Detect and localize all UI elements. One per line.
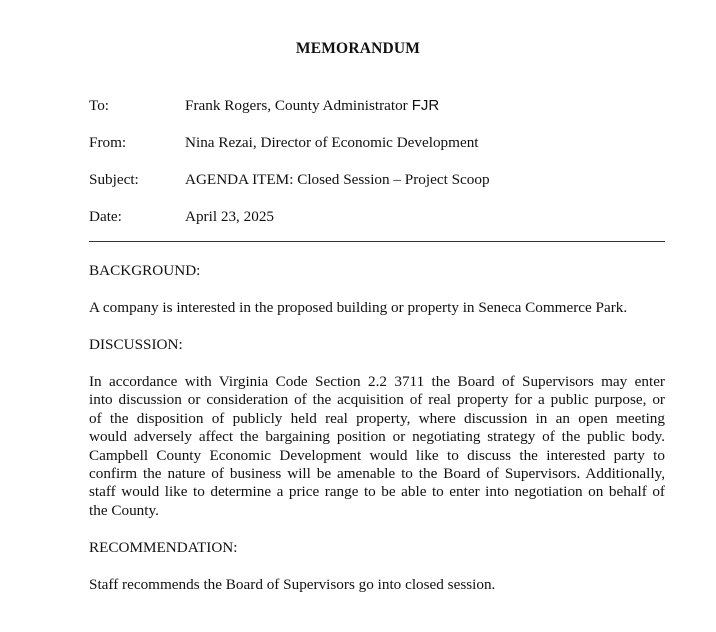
background-text: A company is interested in the proposed building or property in Seneca Commerce Park. (89, 299, 628, 316)
to-value: Frank Rogers, County Administrator (185, 97, 408, 114)
discussion-line: staff would like to determine a price range to be able to enter into negotiation on behalf of (89, 483, 665, 501)
discussion-line: of the disposition of publicly held real property, where discussion in an open meeting (89, 409, 665, 427)
discussion-line: would adversely affect the bargaining position or negotiating strategy of the public body. (89, 428, 665, 446)
discussion-line: the County. (89, 501, 159, 519)
recommendation-heading: RECOMMENDATION: (89, 539, 238, 556)
date-label: Date: (89, 208, 122, 225)
to-label: To: (89, 97, 110, 114)
to-initials: FJR (411, 97, 440, 114)
subject-value: AGENDA ITEM: Closed Session – Project Scoop (185, 171, 490, 188)
memo-title: MEMORANDUM (295, 40, 421, 57)
from-label: From: (89, 134, 127, 151)
discussion-paragraph (89, 373, 665, 520)
recommendation-text: Staff recommends the Board of Supervisors go into closed session. (89, 576, 496, 593)
date-row (89, 207, 669, 227)
subject-label: Subject: (89, 171, 139, 188)
discussion-line: In accordance with Virginia Code Section 2.2 3711 the Board of Supervisors may enter (89, 373, 665, 390)
to-row (89, 96, 669, 116)
subject-row (89, 170, 669, 190)
discussion-heading: DISCUSSION: (89, 336, 183, 353)
from-value: Nina Rezai, Director of Economic Development (185, 134, 479, 151)
discussion-line: Campbell County Economic Development would like to discuss the interested party to (89, 446, 665, 464)
header-divider (89, 241, 665, 242)
date-value: April 23, 2025 (185, 208, 275, 225)
discussion-line: into discussion or consideration of the acquisition of real property for a public purpose, or (89, 391, 665, 409)
background-heading: BACKGROUND: (89, 262, 201, 279)
discussion-line: confirm the nature of business will be amenable to the Board of Supervisors. Additionally, (89, 464, 665, 482)
to-value-group (185, 96, 439, 116)
from-row (89, 133, 669, 153)
